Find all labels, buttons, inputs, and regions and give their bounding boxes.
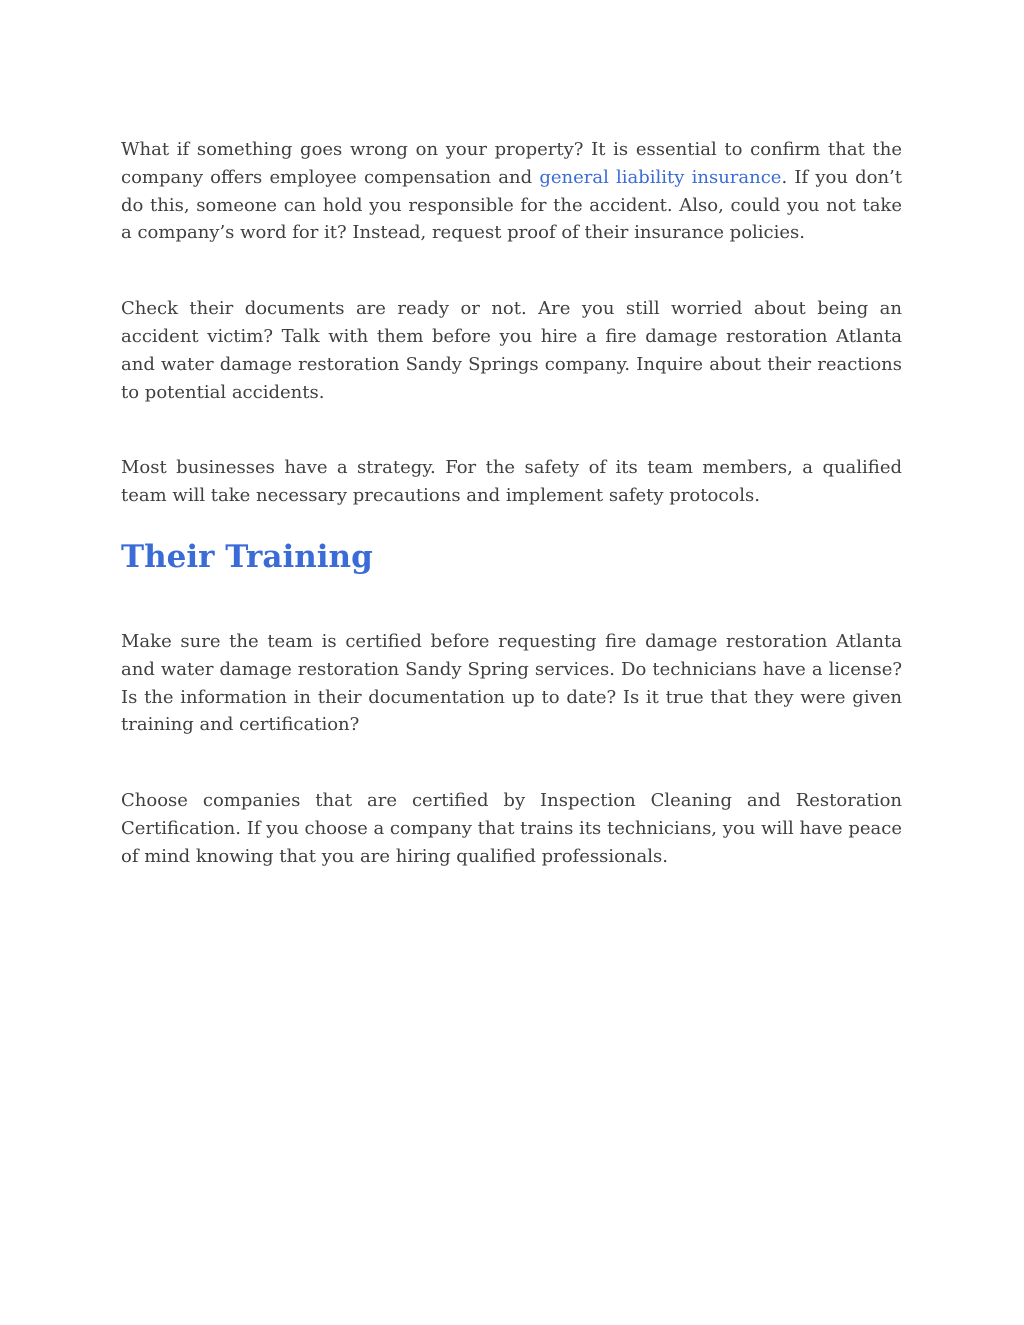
paragraph-insurance-text-start: What if something goes wrong on your property? It is essential to confirm that the company offers employee compensation and bbox=[121, 139, 902, 188]
paragraph-documents: Check their documents are ready or not. Are you still worried about being an accident victim? Talk with them before you hire a fire damage restoration Atlanta and water damage restoration Sandy Springs company. Inquire about their reactions to potential accidents. bbox=[121, 298, 902, 403]
general-liability-insurance-link[interactable]: general liability insurance bbox=[539, 166, 782, 188]
paragraph-strategy: Most businesses have a strategy. For the safety of its team members, a qualified team will take necessary precautions and implement safety protocols. bbox=[121, 457, 902, 507]
paragraph-insurance-text-end: . If you don’t do this, someone can hold you responsible for the accident. Also, could you not take a company’s word for it? Instead, request proof of their insurance policies. bbox=[121, 166, 902, 244]
paragraph-certification-companies: Choose companies that are certified by Inspection Cleaning and Restoration Certification. If you choose a company that trains its technicians, you will have peace of mind knowing that you are hiring qualified professionals. bbox=[121, 790, 902, 867]
paragraph-insurance bbox=[121, 136, 902, 247]
document-page bbox=[121, 136, 902, 871]
paragraph-certified-team: Make sure the team is certified before requesting fire damage restoration Atlanta and water damage restoration Sandy Spring services. Do technicians have a license? Is the information in their documentation up to date? Is it true that they were given training and certification? bbox=[121, 630, 902, 736]
section-heading-training: Their Training bbox=[121, 538, 373, 575]
